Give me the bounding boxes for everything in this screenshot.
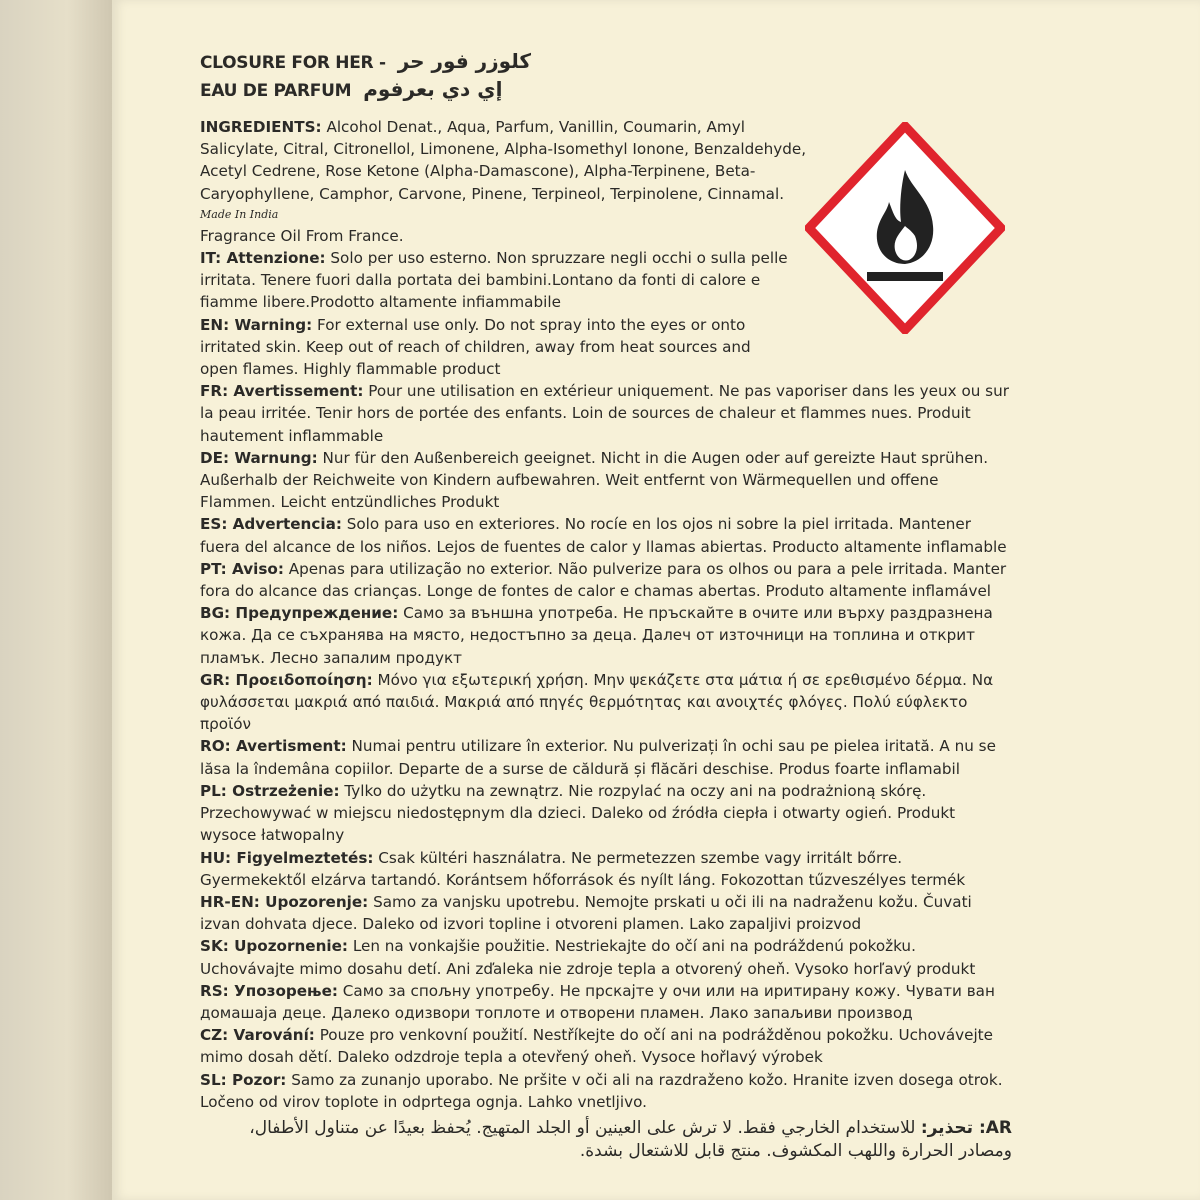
flame-base-icon — [867, 272, 943, 281]
warning-paragraph — [200, 847, 1012, 891]
product-name-arabic: كلوزر فور حر — [397, 49, 531, 73]
warning-text: Csak kültéri használatra. Ne permetezzen szembe vagy irritált bőrre. Gyermekektől elzárva tartandó. Korántsem hőforrások és nyílt láng. Fokozottan tűzveszélyes termék — [200, 848, 966, 889]
warning-paragraph — [200, 780, 1012, 847]
warning-text: Numai pentru utilizare în exterior. Nu pulverizați în ochi sau pe pielea iritată. A nu se lăsa la îndemâna copiilor. Departe de a surse de căldură și flăcări deschise. Produs foarte inflamabil — [200, 737, 996, 778]
warning-language-label: HR-EN: Upozorenje: — [200, 892, 369, 911]
warning-paragraph — [200, 1024, 1012, 1068]
warning-paragraph — [200, 558, 1012, 602]
warning-text: Tylko do użytku na zewnątrz. Nie rozpylać na oczy ani na podrażnioną skórę. Przechowywać w miejscu niedostępnym dla dzieci. Daleko od źródła ciepła i otwarty ogień. Produkt wysoce łatwopalny — [200, 781, 956, 845]
warning-paragraph — [200, 1069, 1012, 1113]
warning-text: Solo para uso en exteriores. No rocíe en los ojos ni sobre la piel irritada. Mantener fuera del alcance de los niños. Lejos de fuentes de calor y llamas abiertas. Producto altamente inflamable — [200, 515, 1007, 556]
warning-text: Pouze pro venkovní použití. Nestříkejte do očí ani na podrážděnou pokožku. Uchovávejte mimo dosah dětí. Daleko odzdroje tepla a otevřený oheň. Vysoce hořlavý výrobek — [200, 1026, 993, 1067]
warning-text: Samo za vanjsku upotrebu. Nemojte prskati u oči ili na nadraženu kožu. Čuvati izvan dohvata djece. Daleko od izvori topline i otvoreni plamen. Lako zapaljivi proizvod — [200, 892, 972, 934]
warning-language-label: DE: Warnung: — [200, 448, 318, 467]
warning-paragraph — [200, 602, 1012, 669]
ingredients-text: Alcohol Denat., Aqua, Parfum, Vanillin, Coumarin, Amyl Salicylate, Citral, Citronellol, Limonene, Alpha-Isomethyl Ionone, Benzaldehyde, Acetyl Cedrene, Rose Ketone (Alpha-Damascone), Alpha-Terpinene, Beta- Caryophyllene, Camphor, Carvone, Pinene, Terpineol, Terpinolene, Cinnamal. — [200, 118, 807, 203]
warning-text: Samo za zunanjo uporabo. Ne pršite v oči ali na razdraženo kožo. Hranite izven dosega otrok. Ločeno od virov toplote in odprtega ognja. Lahko vnetljivo. — [200, 1070, 1003, 1111]
made-in-text: Made In India — [200, 207, 279, 221]
product-type-line — [200, 78, 1012, 106]
warning-paragraph — [200, 891, 1012, 935]
warning-paragraph — [200, 314, 790, 381]
warning-language-label: SK: Upozornenie: — [200, 937, 348, 956]
warning-text: Само за външна употреба. Не пръскайте в очите или върху раздразнена кожа. Да се съхранява на място, недостъпно за деца. Далеч от източници на топлина и открит пламък. Лесно запалим продукт — [200, 604, 993, 667]
warning-paragraph — [200, 447, 1012, 514]
warning-paragraph — [200, 735, 1012, 779]
arabic-warning-label: AR: تحذير: — [920, 1117, 1012, 1138]
warning-language-label: IT: Attenzione: — [200, 249, 326, 268]
warning-language-label: PT: Aviso: — [200, 559, 284, 578]
fragrance-origin-text: Fragrance Oil From France. — [200, 226, 404, 245]
warning-language-label: FR: Avertissement: — [200, 382, 364, 401]
arabic-warning — [200, 1117, 1012, 1163]
box-side-panel — [0, 0, 112, 1200]
warning-paragraph — [200, 513, 1012, 557]
product-type: EAU DE PARFUM — [200, 81, 352, 101]
arabic-warning-text: للاستخدام الخارجي فقط. لا ترش على العينين أو الجلد المتهيج. يُحفظ بعيدًا عن متناول الأطفال، ومصادر الحرارة واللهب المكشوف. منتج قابل للاشتعال بشدة. — [249, 1117, 1012, 1161]
warning-text: Pour une utilisation en extérieur uniquement. Ne pas vaporiser dans les yeux ou sur la peau irritée. Tenir hors de portée des enfants. Loin de sources de chaleur et flammes nues. Produit hautement inflammable — [200, 382, 1009, 445]
warning-text: Само за спољну употребу. Не прскајте у очи или на иритирану кожу. Чувати ван домашаја деце. Далеко одизвори топлоте и отворени пламен. Лако запаљиви производ — [200, 981, 995, 1022]
warning-paragraph — [200, 247, 790, 314]
warning-language-label: BG: Предупреждение: — [200, 604, 399, 623]
warning-language-label: ES: Advertencia: — [200, 515, 342, 534]
warning-language-label: CZ: Varování: — [200, 1026, 315, 1045]
product-name: CLOSURE FOR HER - — [200, 53, 386, 73]
warning-text: Nur für den Außenbereich geeignet. Nicht in die Augen oder auf gereizte Haut sprühen. Außerhalb der Reichweite von Kindern aufbewahren. Weit entfernt von Wärmequellen und offene Flammen. Leicht entzündliches Produkt — [200, 448, 989, 512]
ingredients-label: INGREDIENTS: — [200, 118, 322, 136]
warning-language-label: EN: Warning: — [200, 315, 313, 334]
warning-language-label: PL: Ostrzeżenie: — [200, 781, 340, 800]
warning-text: Apenas para utilização no exterior. Não pulverize para os olhos ou para a pele irritada. Manter fora do alcance das crianças. Longe de fontes de calor e chamas abertas. Produto altamente inflamável — [200, 559, 1007, 601]
warning-paragraph — [200, 980, 1012, 1024]
warning-text: For external use only. Do not spray into the eyes or onto irritated skin. Keep out of reach of children, away from heat sources and open flames. Highly flammable product — [200, 315, 751, 379]
warning-language-label: RS: Упозорење: — [200, 981, 338, 1000]
warning-text: Solo per uso esterno. Non spruzzare negli occhi o sulla pelle irritata. Tenere fuori dalla portata dei bambini.Lontano da fonti di calore e fiamme libere.Prodotto altamente infiammabile — [200, 249, 788, 312]
warning-text: Len na vonkajšie použitie. Nestriekajte do očí ani na podráždenú pokožku. Uchovávajte mimo dosahu detí. Ani zďaleka nie zdroje tepla a otvorený oheň. Vysoko horľavý produkt — [200, 937, 976, 978]
warning-paragraph — [200, 935, 1012, 979]
warning-language-label: HU: Figyelmeztetés: — [200, 848, 374, 867]
warning-paragraph — [200, 380, 1012, 447]
product-type-arabic: إي دي بعرفوم — [363, 77, 503, 101]
ingredients-list — [200, 116, 812, 205]
warning-language-label: RO: Avertisment: — [200, 737, 347, 756]
flammable-hazard-icon — [805, 122, 1005, 334]
warning-text: Μόνο για εξωτερική χρήση. Μην ψεκάζετε στα μάτια ή σε ερεθισμένο δέρμα. Να φυλάσσεται μακριά από παιδιά. Μακριά από πηγές θερμότητας και ανοιχτές φλόγες. Πολύ εύφλεκτο προϊόν — [200, 670, 994, 734]
warning-language-label: GR: Προειδοποίηση: — [200, 670, 373, 689]
warning-paragraph — [200, 669, 1012, 736]
warning-language-label: SL: Pozor: — [200, 1070, 287, 1089]
product-name-line — [200, 50, 1012, 78]
warnings-list — [200, 247, 1012, 1113]
